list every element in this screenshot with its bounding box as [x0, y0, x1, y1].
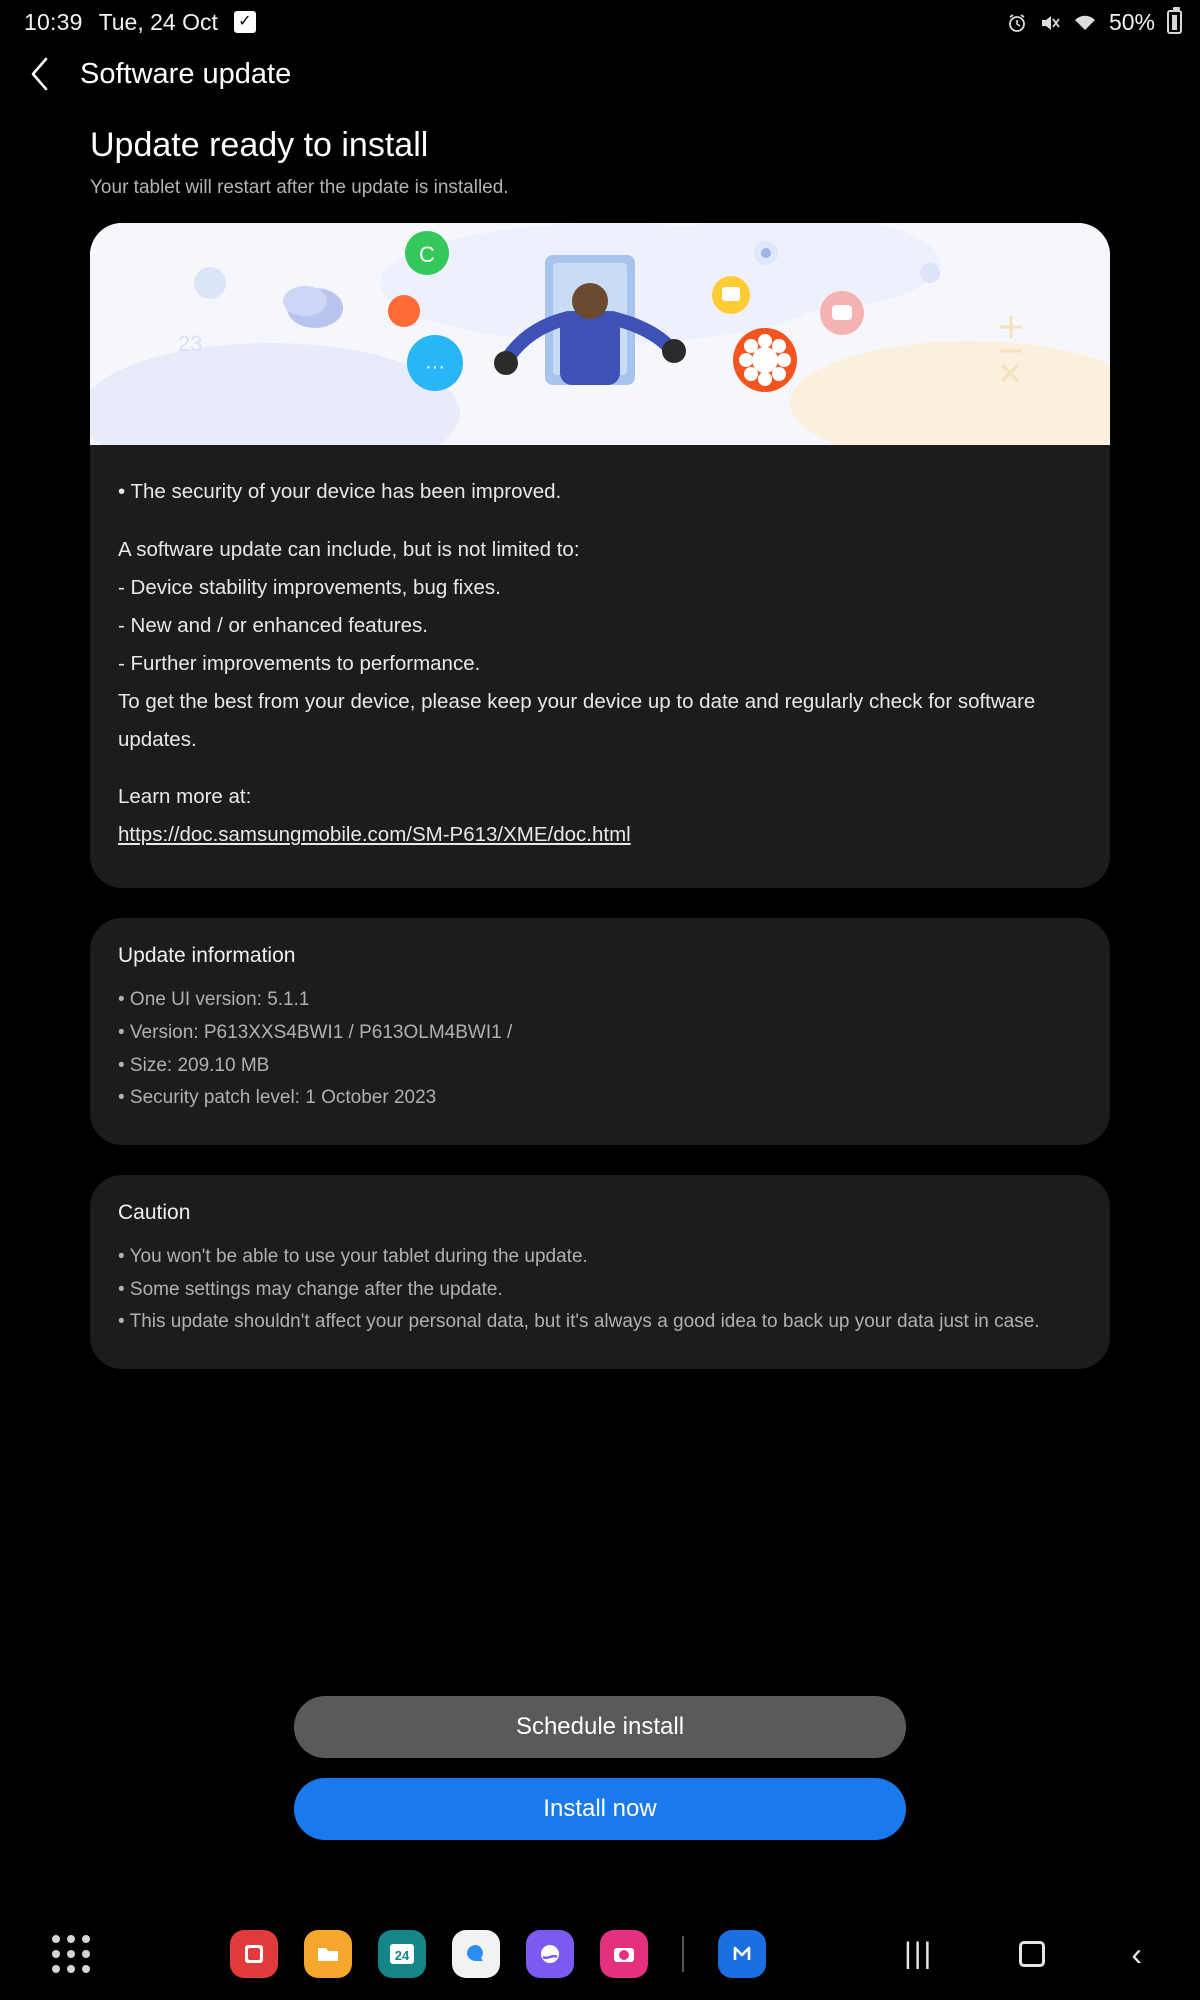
learn-more-label: Learn more at: [118, 785, 252, 809]
svg-text:23: 23 [178, 331, 203, 356]
mute-icon [1039, 12, 1061, 32]
camera-app-icon[interactable] [600, 1930, 648, 1978]
app-bar-title: Software update [80, 57, 292, 90]
svg-text:C: C [419, 242, 435, 267]
apps-grid-icon[interactable] [52, 1935, 90, 1973]
taskbar [0, 1908, 1200, 2000]
list-item: • Security patch level: 1 October 2023 [118, 1087, 437, 1109]
calendar-app-icon[interactable] [378, 1930, 426, 1978]
note-security: • The security of your device has been improved. [118, 480, 562, 503]
update-information-card [90, 918, 1110, 1145]
install-now-button[interactable]: Install now [294, 1778, 906, 1840]
status-time: 10:39 [24, 8, 83, 35]
note-intro: A software update can include, but is not limited to: [118, 537, 580, 561]
nav-back-button[interactable]: ‹ [1131, 1935, 1142, 1972]
gallery-app-icon[interactable] [230, 1930, 278, 1978]
note-outro: To get the best from your device, please keep your device up to date and regularly check for software updates. [118, 689, 1036, 751]
list-item: • Size: 209.10 MB [118, 1054, 270, 1076]
status-bar [0, 0, 1200, 44]
list-item: • Version: P613XXS4BWI1 / P613OLM4BWI1 / [118, 1021, 513, 1043]
dock-app-list [230, 1930, 766, 1978]
list-item: • One UI version: 5.1.1 [118, 989, 310, 1011]
update-illustration [90, 223, 1110, 445]
page-title: Update ready to install [90, 126, 429, 164]
list-item: • This update shouldn't affect your personal data, but it's always a good idea to back up your data just in case. [118, 1311, 1040, 1333]
update-information-heading: Update information [118, 944, 296, 968]
battery-icon [1167, 10, 1182, 34]
content-area [0, 126, 1200, 1369]
caution-list [118, 1241, 1082, 1339]
home-button[interactable] [1019, 1941, 1045, 1967]
mail-app-icon[interactable] [718, 1930, 766, 1978]
recents-button[interactable]: ||| [903, 1937, 934, 1970]
navigation-bar [904, 1936, 1142, 1973]
status-bar-right [1007, 9, 1182, 36]
battery-percent: 50% [1108, 8, 1155, 35]
release-notes-text [90, 445, 1110, 888]
messages-app-icon[interactable] [452, 1930, 500, 1978]
status-bar-left [24, 9, 256, 36]
svg-text:···: ··· [425, 356, 445, 378]
wifi-icon [1073, 12, 1097, 32]
status-date: Tue, 24 Oct [98, 8, 218, 35]
caution-heading: Caution [118, 1200, 191, 1224]
learn-more-link[interactable]: https://doc.samsungmobile.com/SM-P613/XME/doc.html [118, 823, 631, 847]
dock-divider [682, 1936, 684, 1972]
schedule-install-button[interactable]: Schedule install [294, 1696, 906, 1758]
list-item: • Some settings may change after the update. [118, 1278, 503, 1300]
release-notes-card [90, 223, 1110, 888]
caution-card [90, 1175, 1110, 1369]
note-item-1: - Device stability improvements, bug fixes. [118, 575, 501, 599]
alarm-icon [1007, 12, 1027, 32]
action-buttons [0, 1696, 1200, 1840]
browser-app-icon[interactable] [526, 1930, 574, 1978]
note-item-2: - New and / or enhanced features. [118, 613, 428, 637]
my-files-app-icon[interactable] [304, 1930, 352, 1978]
checkbox-icon: ✓ [234, 11, 256, 33]
note-item-3: - Further improvements to performance. [118, 651, 481, 675]
page-subtitle: Your tablet will restart after the update is installed. [90, 177, 509, 198]
back-button[interactable] [22, 56, 58, 92]
update-information-list [118, 984, 1082, 1115]
list-item: • You won't be able to use your tablet during the update. [118, 1245, 588, 1267]
app-bar [0, 44, 1200, 104]
svg-text:24: 24 [394, 1948, 410, 1963]
